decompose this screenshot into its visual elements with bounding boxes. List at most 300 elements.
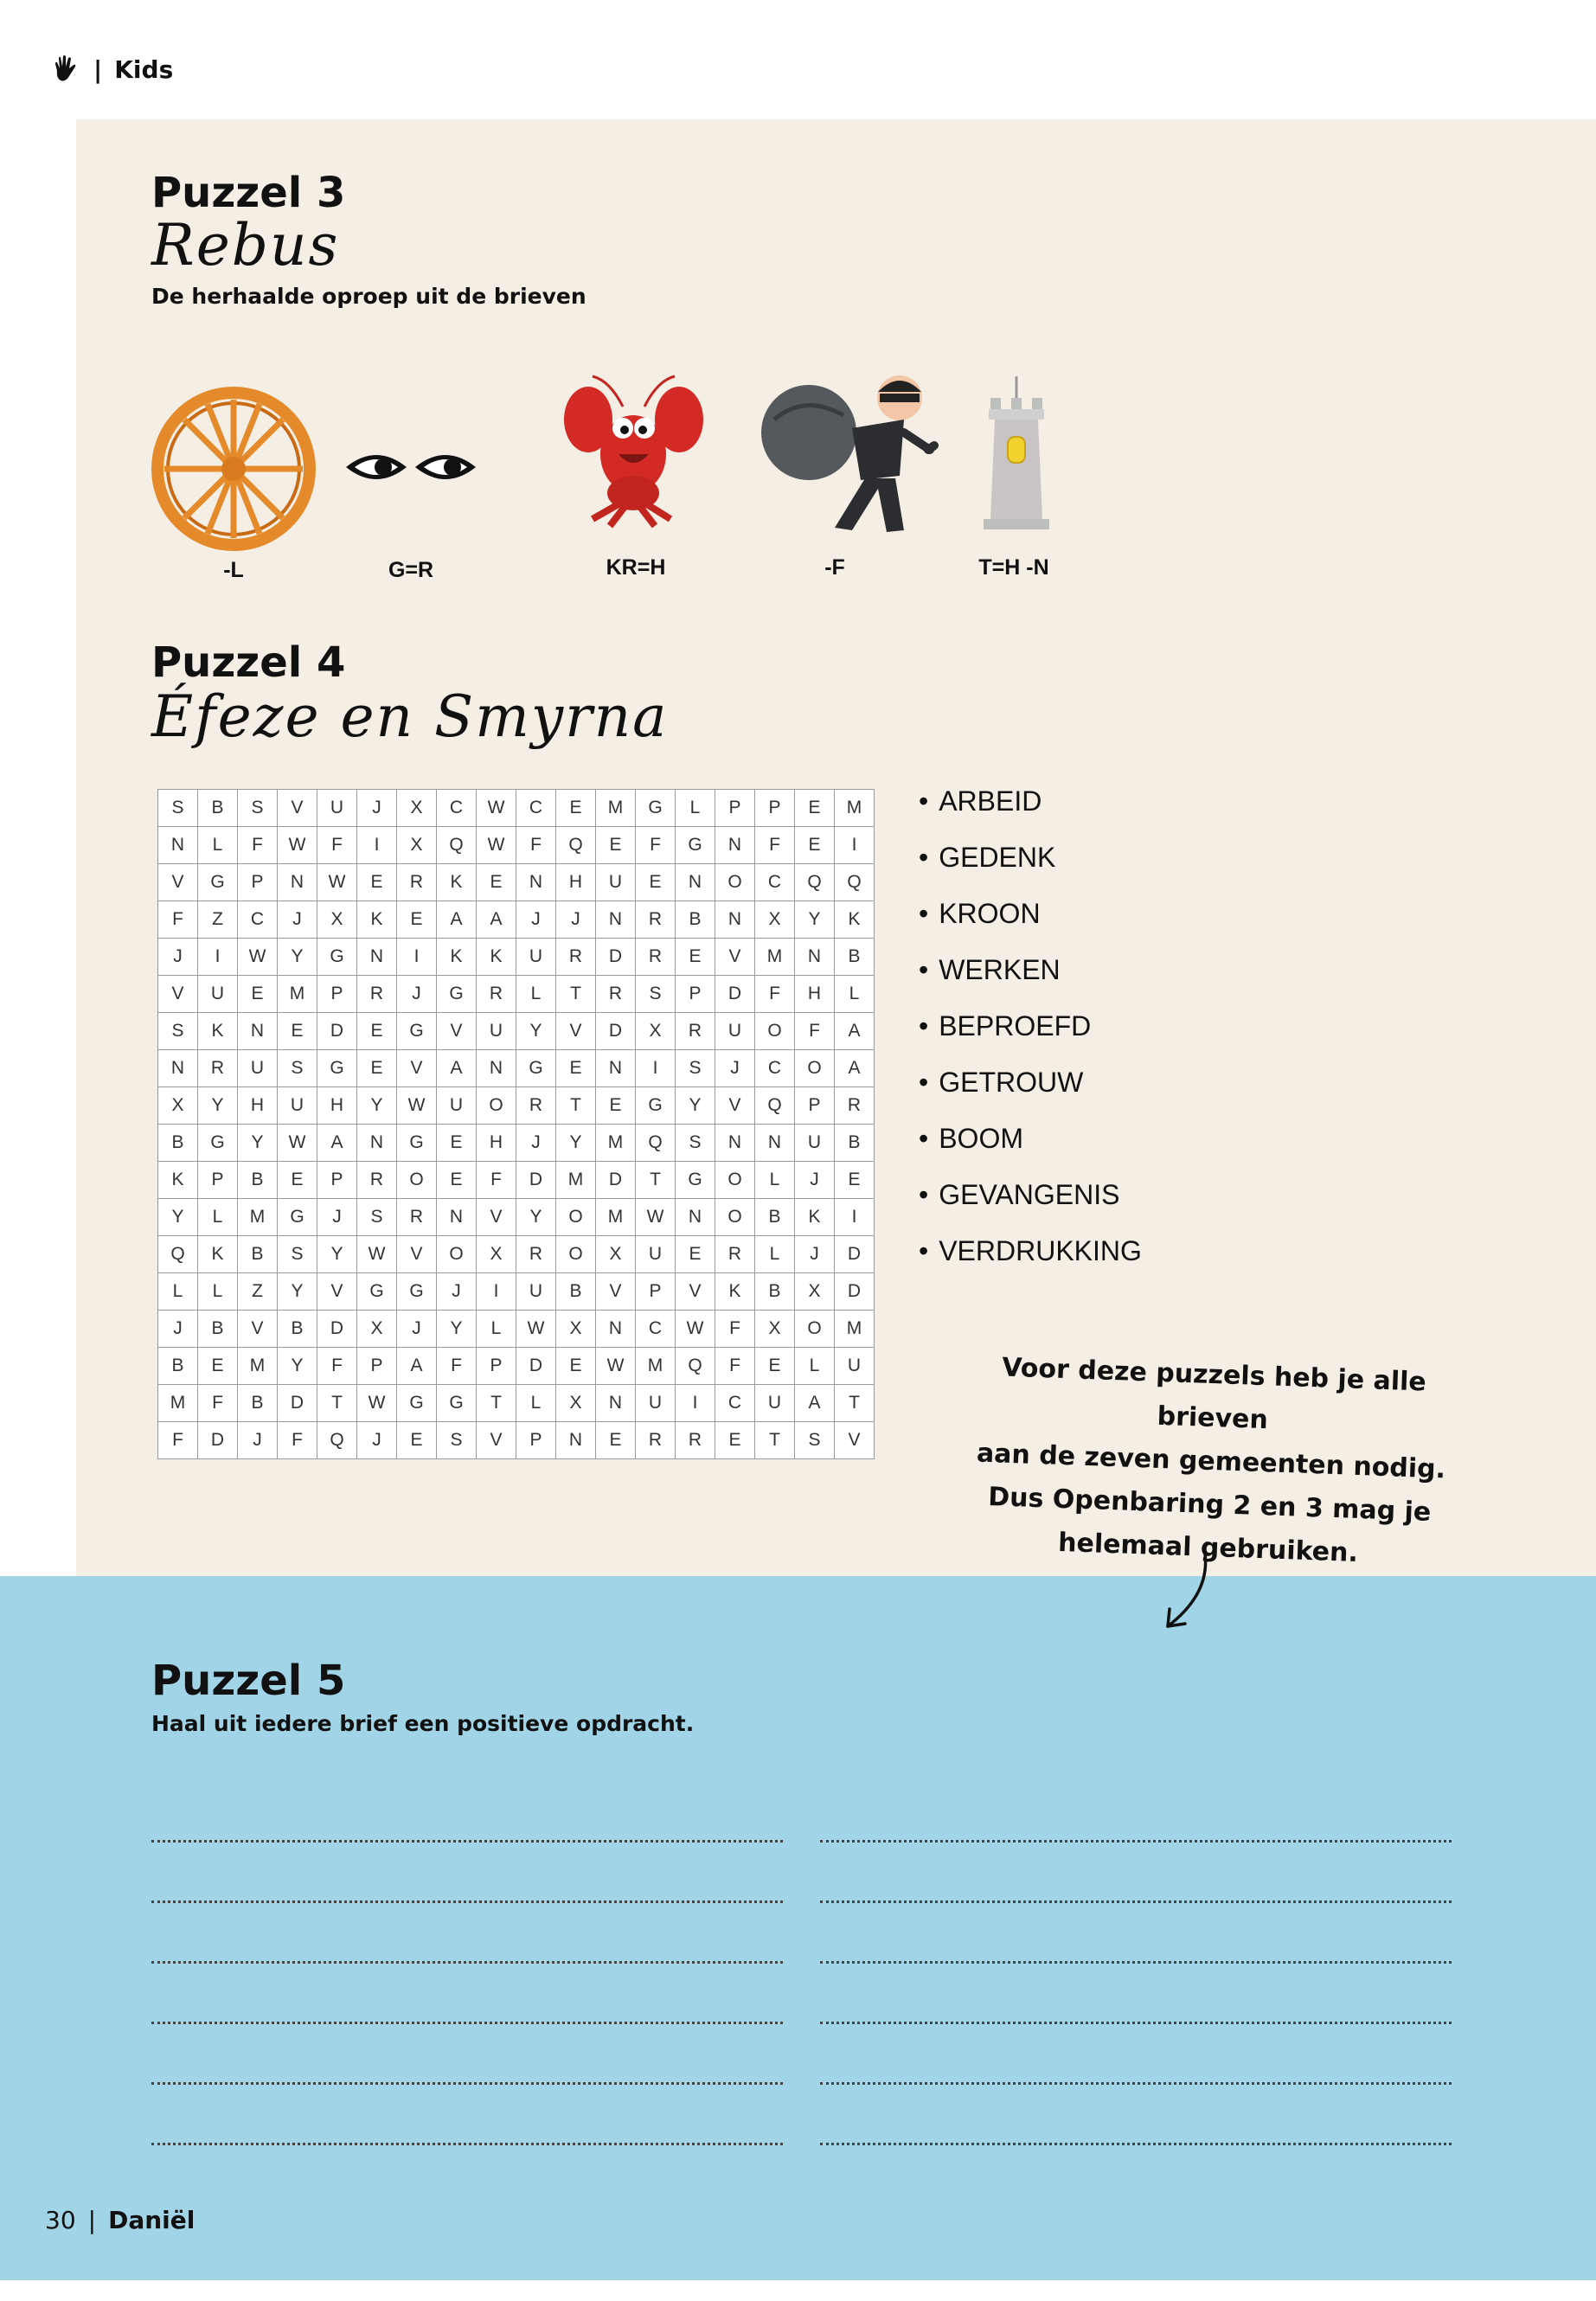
grid-cell[interactable]: D [317, 1013, 357, 1050]
grid-cell[interactable]: F [755, 976, 795, 1013]
grid-cell[interactable]: G [397, 1013, 437, 1050]
answer-line[interactable] [151, 1782, 783, 1843]
grid-cell[interactable]: M [556, 1162, 596, 1199]
grid-cell[interactable]: K [437, 864, 477, 901]
grid-cell[interactable]: G [397, 1273, 437, 1311]
grid-cell[interactable]: X [357, 1311, 397, 1348]
grid-cell[interactable]: R [397, 864, 437, 901]
grid-cell[interactable]: R [357, 1162, 397, 1199]
grid-cell[interactable]: M [636, 1348, 676, 1385]
grid-cell[interactable]: A [795, 1385, 835, 1422]
grid-cell[interactable]: N [795, 939, 835, 976]
grid-cell[interactable]: U [317, 790, 357, 827]
grid-cell[interactable]: T [636, 1162, 676, 1199]
grid-cell[interactable]: G [278, 1199, 317, 1236]
grid-cell[interactable]: U [755, 1385, 795, 1422]
grid-cell[interactable]: K [198, 1013, 238, 1050]
grid-cell[interactable]: J [795, 1162, 835, 1199]
grid-cell[interactable]: F [715, 1311, 755, 1348]
grid-cell[interactable]: D [278, 1385, 317, 1422]
grid-cell[interactable]: J [397, 1311, 437, 1348]
grid-cell[interactable]: I [835, 827, 875, 864]
grid-cell[interactable]: N [357, 1125, 397, 1162]
grid-cell[interactable]: P [516, 1422, 556, 1459]
grid-cell[interactable]: J [397, 976, 437, 1013]
grid-cell[interactable]: O [477, 1087, 516, 1125]
grid-cell[interactable]: U [238, 1050, 278, 1087]
grid-cell[interactable]: F [317, 827, 357, 864]
grid-cell[interactable]: B [238, 1385, 278, 1422]
grid-cell[interactable]: W [397, 1087, 437, 1125]
grid-cell[interactable]: B [755, 1199, 795, 1236]
grid-cell[interactable]: E [278, 1013, 317, 1050]
grid-cell[interactable]: B [278, 1311, 317, 1348]
grid-cell[interactable]: X [556, 1385, 596, 1422]
grid-cell[interactable]: B [158, 1348, 198, 1385]
grid-cell[interactable]: R [676, 1013, 715, 1050]
grid-cell[interactable]: N [755, 1125, 795, 1162]
grid-cell[interactable]: M [755, 939, 795, 976]
grid-cell[interactable]: W [477, 790, 516, 827]
grid-cell[interactable]: U [198, 976, 238, 1013]
grid-cell[interactable]: F [715, 1348, 755, 1385]
grid-cell[interactable]: F [317, 1348, 357, 1385]
grid-cell[interactable]: L [198, 827, 238, 864]
grid-cell[interactable]: R [397, 1199, 437, 1236]
grid-cell[interactable]: V [835, 1422, 875, 1459]
grid-cell[interactable]: V [676, 1273, 715, 1311]
grid-cell[interactable]: R [715, 1236, 755, 1273]
grid-cell[interactable]: M [596, 790, 636, 827]
grid-cell[interactable]: O [715, 864, 755, 901]
grid-cell[interactable]: Z [238, 1273, 278, 1311]
grid-cell[interactable]: T [477, 1385, 516, 1422]
grid-cell[interactable]: O [755, 1013, 795, 1050]
grid-cell[interactable]: U [636, 1236, 676, 1273]
grid-cell[interactable]: O [556, 1236, 596, 1273]
grid-cell[interactable]: T [835, 1385, 875, 1422]
grid-cell[interactable]: I [676, 1385, 715, 1422]
grid-cell[interactable]: L [198, 1199, 238, 1236]
grid-cell[interactable]: W [516, 1311, 556, 1348]
grid-cell[interactable]: G [676, 1162, 715, 1199]
grid-cell[interactable]: J [158, 1311, 198, 1348]
grid-cell[interactable]: A [437, 1050, 477, 1087]
grid-cell[interactable]: P [198, 1162, 238, 1199]
grid-cell[interactable]: S [437, 1422, 477, 1459]
grid-cell[interactable]: N [278, 864, 317, 901]
grid-cell[interactable]: U [715, 1013, 755, 1050]
grid-cell[interactable]: Q [755, 1087, 795, 1125]
grid-cell[interactable]: X [636, 1013, 676, 1050]
grid-cell[interactable]: P [636, 1273, 676, 1311]
grid-cell[interactable]: E [357, 1013, 397, 1050]
answer-line[interactable] [820, 2024, 1452, 2085]
grid-cell[interactable]: P [238, 864, 278, 901]
grid-cell[interactable]: F [158, 1422, 198, 1459]
grid-cell[interactable]: D [596, 1013, 636, 1050]
grid-cell[interactable]: R [357, 976, 397, 1013]
grid-cell[interactable]: G [198, 1125, 238, 1162]
grid-cell[interactable]: W [317, 864, 357, 901]
grid-cell[interactable]: L [516, 1385, 556, 1422]
grid-cell[interactable]: V [715, 1087, 755, 1125]
grid-cell[interactable]: J [357, 790, 397, 827]
grid-cell[interactable]: K [158, 1162, 198, 1199]
grid-cell[interactable]: R [636, 939, 676, 976]
grid-cell[interactable]: V [158, 864, 198, 901]
grid-cell[interactable]: K [835, 901, 875, 939]
grid-cell[interactable]: M [238, 1348, 278, 1385]
grid-cell[interactable]: V [477, 1422, 516, 1459]
grid-cell[interactable]: K [795, 1199, 835, 1236]
answer-line[interactable] [820, 1903, 1452, 1964]
grid-cell[interactable]: F [158, 901, 198, 939]
grid-cell[interactable]: E [357, 1050, 397, 1087]
grid-cell[interactable]: G [516, 1050, 556, 1087]
grid-cell[interactable]: Y [437, 1311, 477, 1348]
grid-cell[interactable]: O [795, 1050, 835, 1087]
grid-cell[interactable]: E [636, 864, 676, 901]
grid-cell[interactable]: X [795, 1273, 835, 1311]
grid-cell[interactable]: E [278, 1162, 317, 1199]
grid-cell[interactable]: X [397, 790, 437, 827]
grid-cell[interactable]: G [676, 827, 715, 864]
grid-cell[interactable]: A [477, 901, 516, 939]
grid-cell[interactable]: R [636, 901, 676, 939]
grid-cell[interactable]: B [755, 1273, 795, 1311]
grid-cell[interactable]: C [755, 1050, 795, 1087]
grid-cell[interactable]: G [636, 790, 676, 827]
grid-cell[interactable]: W [636, 1199, 676, 1236]
grid-cell[interactable]: E [238, 976, 278, 1013]
word-search-grid[interactable] [157, 789, 875, 1459]
grid-cell[interactable]: L [676, 790, 715, 827]
grid-cell[interactable]: B [556, 1273, 596, 1311]
grid-cell[interactable]: W [278, 827, 317, 864]
grid-cell[interactable]: U [795, 1125, 835, 1162]
grid-cell[interactable]: W [477, 827, 516, 864]
grid-cell[interactable]: K [715, 1273, 755, 1311]
grid-cell[interactable]: M [278, 976, 317, 1013]
grid-cell[interactable]: D [516, 1348, 556, 1385]
grid-cell[interactable]: V [397, 1236, 437, 1273]
grid-cell[interactable]: X [477, 1236, 516, 1273]
grid-cell[interactable]: E [477, 864, 516, 901]
grid-cell[interactable]: E [556, 1348, 596, 1385]
answer-line[interactable] [151, 1964, 783, 2024]
grid-cell[interactable]: R [596, 976, 636, 1013]
grid-cell[interactable]: J [437, 1273, 477, 1311]
grid-cell[interactable]: P [317, 976, 357, 1013]
grid-cell[interactable]: Y [278, 1348, 317, 1385]
grid-cell[interactable]: P [755, 790, 795, 827]
grid-cell[interactable]: Q [795, 864, 835, 901]
grid-cell[interactable]: O [715, 1199, 755, 1236]
grid-cell[interactable]: J [357, 1422, 397, 1459]
grid-cell[interactable]: E [397, 1422, 437, 1459]
grid-cell[interactable]: E [596, 827, 636, 864]
grid-cell[interactable]: X [317, 901, 357, 939]
grid-cell[interactable]: N [715, 901, 755, 939]
grid-cell[interactable]: N [676, 1199, 715, 1236]
grid-cell[interactable]: Y [795, 901, 835, 939]
grid-cell[interactable]: E [596, 1422, 636, 1459]
grid-cell[interactable]: Y [676, 1087, 715, 1125]
grid-cell[interactable]: G [397, 1385, 437, 1422]
grid-cell[interactable]: X [556, 1311, 596, 1348]
grid-cell[interactable]: I [198, 939, 238, 976]
grid-cell[interactable]: Q [835, 864, 875, 901]
grid-cell[interactable]: G [636, 1087, 676, 1125]
grid-cell[interactable]: Y [158, 1199, 198, 1236]
grid-cell[interactable]: C [516, 790, 556, 827]
grid-cell[interactable]: J [238, 1422, 278, 1459]
grid-cell[interactable]: H [556, 864, 596, 901]
grid-cell[interactable]: A [397, 1348, 437, 1385]
grid-cell[interactable]: E [556, 790, 596, 827]
grid-cell[interactable]: F [636, 827, 676, 864]
grid-cell[interactable]: J [158, 939, 198, 976]
grid-cell[interactable]: S [238, 790, 278, 827]
grid-cell[interactable]: E [437, 1125, 477, 1162]
grid-cell[interactable]: S [278, 1050, 317, 1087]
grid-cell[interactable]: K [437, 939, 477, 976]
grid-cell[interactable]: E [795, 827, 835, 864]
answer-line[interactable] [151, 1903, 783, 1964]
grid-cell[interactable]: V [278, 790, 317, 827]
grid-cell[interactable]: C [636, 1311, 676, 1348]
grid-cell[interactable]: Y [556, 1125, 596, 1162]
grid-cell[interactable]: C [755, 864, 795, 901]
grid-cell[interactable]: N [596, 1385, 636, 1422]
grid-cell[interactable]: Y [198, 1087, 238, 1125]
grid-cell[interactable]: G [198, 864, 238, 901]
grid-cell[interactable]: N [158, 1050, 198, 1087]
grid-cell[interactable]: W [278, 1125, 317, 1162]
grid-cell[interactable]: Y [278, 939, 317, 976]
grid-cell[interactable]: S [636, 976, 676, 1013]
grid-cell[interactable]: K [357, 901, 397, 939]
grid-cell[interactable]: X [158, 1087, 198, 1125]
grid-cell[interactable]: N [516, 864, 556, 901]
grid-cell[interactable]: O [795, 1311, 835, 1348]
grid-cell[interactable]: T [755, 1422, 795, 1459]
grid-cell[interactable]: R [516, 1087, 556, 1125]
grid-cell[interactable]: D [596, 1162, 636, 1199]
grid-cell[interactable]: V [238, 1311, 278, 1348]
grid-cell[interactable]: E [596, 1087, 636, 1125]
grid-cell[interactable]: O [397, 1162, 437, 1199]
answer-line[interactable] [820, 1843, 1452, 1903]
grid-cell[interactable]: L [158, 1273, 198, 1311]
answer-line[interactable] [820, 1782, 1452, 1843]
grid-cell[interactable]: E [715, 1422, 755, 1459]
grid-cell[interactable]: V [477, 1199, 516, 1236]
grid-cell[interactable]: N [676, 864, 715, 901]
grid-cell[interactable]: J [556, 901, 596, 939]
grid-cell[interactable]: S [795, 1422, 835, 1459]
grid-cell[interactable]: X [397, 827, 437, 864]
grid-cell[interactable]: V [397, 1050, 437, 1087]
grid-cell[interactable]: R [556, 939, 596, 976]
grid-cell[interactable]: D [516, 1162, 556, 1199]
grid-cell[interactable]: Q [636, 1125, 676, 1162]
grid-cell[interactable]: B [238, 1236, 278, 1273]
grid-cell[interactable]: V [596, 1273, 636, 1311]
grid-cell[interactable]: D [835, 1236, 875, 1273]
grid-cell[interactable]: D [198, 1422, 238, 1459]
grid-cell[interactable]: P [357, 1348, 397, 1385]
grid-cell[interactable]: S [158, 1013, 198, 1050]
grid-cell[interactable]: E [198, 1348, 238, 1385]
grid-cell[interactable]: B [238, 1162, 278, 1199]
answer-line[interactable] [820, 1964, 1452, 2024]
grid-cell[interactable]: M [158, 1385, 198, 1422]
answer-line[interactable] [151, 2085, 783, 2145]
grid-cell[interactable]: Q [158, 1236, 198, 1273]
grid-cell[interactable]: F [198, 1385, 238, 1422]
grid-cell[interactable]: U [835, 1348, 875, 1385]
grid-cell[interactable]: L [477, 1311, 516, 1348]
grid-cell[interactable]: X [755, 901, 795, 939]
grid-cell[interactable]: O [715, 1162, 755, 1199]
grid-cell[interactable]: G [317, 939, 357, 976]
grid-cell[interactable]: N [596, 1050, 636, 1087]
grid-cell[interactable]: J [516, 1125, 556, 1162]
grid-cell[interactable]: W [676, 1311, 715, 1348]
grid-cell[interactable]: H [795, 976, 835, 1013]
grid-cell[interactable]: A [835, 1050, 875, 1087]
grid-cell[interactable]: B [198, 790, 238, 827]
grid-cell[interactable]: N [238, 1013, 278, 1050]
grid-cell[interactable]: C [238, 901, 278, 939]
grid-cell[interactable]: Y [317, 1236, 357, 1273]
answer-line[interactable] [151, 1843, 783, 1903]
grid-cell[interactable]: L [755, 1162, 795, 1199]
grid-cell[interactable]: Y [238, 1125, 278, 1162]
grid-cell[interactable]: J [317, 1199, 357, 1236]
grid-cell[interactable]: F [755, 827, 795, 864]
grid-cell[interactable]: L [755, 1236, 795, 1273]
grid-cell[interactable]: Q [556, 827, 596, 864]
grid-cell[interactable]: U [636, 1385, 676, 1422]
grid-cell[interactable]: E [556, 1050, 596, 1087]
grid-cell[interactable]: Q [437, 827, 477, 864]
grid-cell[interactable]: M [835, 790, 875, 827]
grid-cell[interactable]: Q [676, 1348, 715, 1385]
grid-cell[interactable]: Y [516, 1013, 556, 1050]
grid-cell[interactable]: S [158, 790, 198, 827]
grid-cell[interactable]: D [835, 1273, 875, 1311]
grid-cell[interactable]: V [437, 1013, 477, 1050]
grid-cell[interactable]: M [596, 1199, 636, 1236]
grid-cell[interactable]: P [715, 790, 755, 827]
grid-cell[interactable]: F [516, 827, 556, 864]
grid-cell[interactable]: L [795, 1348, 835, 1385]
grid-cell[interactable]: G [397, 1125, 437, 1162]
grid-cell[interactable]: E [676, 1236, 715, 1273]
grid-cell[interactable]: I [357, 827, 397, 864]
grid-cell[interactable]: V [715, 939, 755, 976]
grid-cell[interactable]: I [397, 939, 437, 976]
grid-cell[interactable]: O [556, 1199, 596, 1236]
grid-cell[interactable]: U [596, 864, 636, 901]
grid-cell[interactable]: E [397, 901, 437, 939]
grid-cell[interactable]: M [835, 1311, 875, 1348]
grid-cell[interactable]: P [477, 1348, 516, 1385]
grid-cell[interactable]: E [357, 864, 397, 901]
grid-cell[interactable]: Y [278, 1273, 317, 1311]
grid-cell[interactable]: H [317, 1087, 357, 1125]
grid-cell[interactable]: R [477, 976, 516, 1013]
grid-cell[interactable]: G [357, 1273, 397, 1311]
grid-cell[interactable]: I [835, 1199, 875, 1236]
grid-cell[interactable]: W [238, 939, 278, 976]
grid-cell[interactable]: Q [317, 1422, 357, 1459]
grid-cell[interactable]: R [516, 1236, 556, 1273]
grid-cell[interactable]: M [238, 1199, 278, 1236]
grid-cell[interactable]: C [715, 1385, 755, 1422]
grid-cell[interactable]: I [636, 1050, 676, 1087]
grid-cell[interactable]: B [198, 1311, 238, 1348]
grid-cell[interactable]: P [795, 1087, 835, 1125]
grid-cell[interactable]: B [835, 939, 875, 976]
grid-cell[interactable]: P [317, 1162, 357, 1199]
grid-cell[interactable]: W [357, 1385, 397, 1422]
grid-cell[interactable]: D [715, 976, 755, 1013]
grid-cell[interactable]: P [676, 976, 715, 1013]
grid-cell[interactable]: G [437, 976, 477, 1013]
grid-cell[interactable]: N [596, 1311, 636, 1348]
grid-cell[interactable]: W [357, 1236, 397, 1273]
grid-cell[interactable]: M [596, 1125, 636, 1162]
grid-cell[interactable]: X [596, 1236, 636, 1273]
grid-cell[interactable]: H [477, 1125, 516, 1162]
grid-cell[interactable]: Z [198, 901, 238, 939]
grid-cell[interactable]: E [755, 1348, 795, 1385]
grid-cell[interactable]: J [516, 901, 556, 939]
grid-cell[interactable]: F [437, 1348, 477, 1385]
grid-cell[interactable]: I [477, 1273, 516, 1311]
grid-cell[interactable]: B [835, 1125, 875, 1162]
answer-line[interactable] [820, 2085, 1452, 2145]
answer-lines-left[interactable] [151, 1782, 783, 2145]
grid-cell[interactable]: F [477, 1162, 516, 1199]
grid-cell[interactable]: G [317, 1050, 357, 1087]
grid-cell[interactable]: S [676, 1125, 715, 1162]
grid-cell[interactable]: T [317, 1385, 357, 1422]
grid-cell[interactable]: J [278, 901, 317, 939]
grid-cell[interactable]: X [755, 1311, 795, 1348]
grid-cell[interactable]: V [317, 1273, 357, 1311]
grid-cell[interactable]: N [715, 1125, 755, 1162]
grid-cell[interactable]: N [596, 901, 636, 939]
answer-lines-right[interactable] [820, 1782, 1452, 2145]
grid-cell[interactable]: O [437, 1236, 477, 1273]
grid-cell[interactable]: G [437, 1385, 477, 1422]
grid-cell[interactable]: L [198, 1273, 238, 1311]
grid-cell[interactable]: R [198, 1050, 238, 1087]
grid-cell[interactable]: R [835, 1087, 875, 1125]
grid-cell[interactable]: N [357, 939, 397, 976]
grid-cell[interactable]: A [317, 1125, 357, 1162]
grid-cell[interactable]: R [636, 1422, 676, 1459]
grid-cell[interactable]: D [596, 939, 636, 976]
grid-cell[interactable]: T [556, 1087, 596, 1125]
grid-cell[interactable]: U [516, 1273, 556, 1311]
grid-cell[interactable]: N [477, 1050, 516, 1087]
